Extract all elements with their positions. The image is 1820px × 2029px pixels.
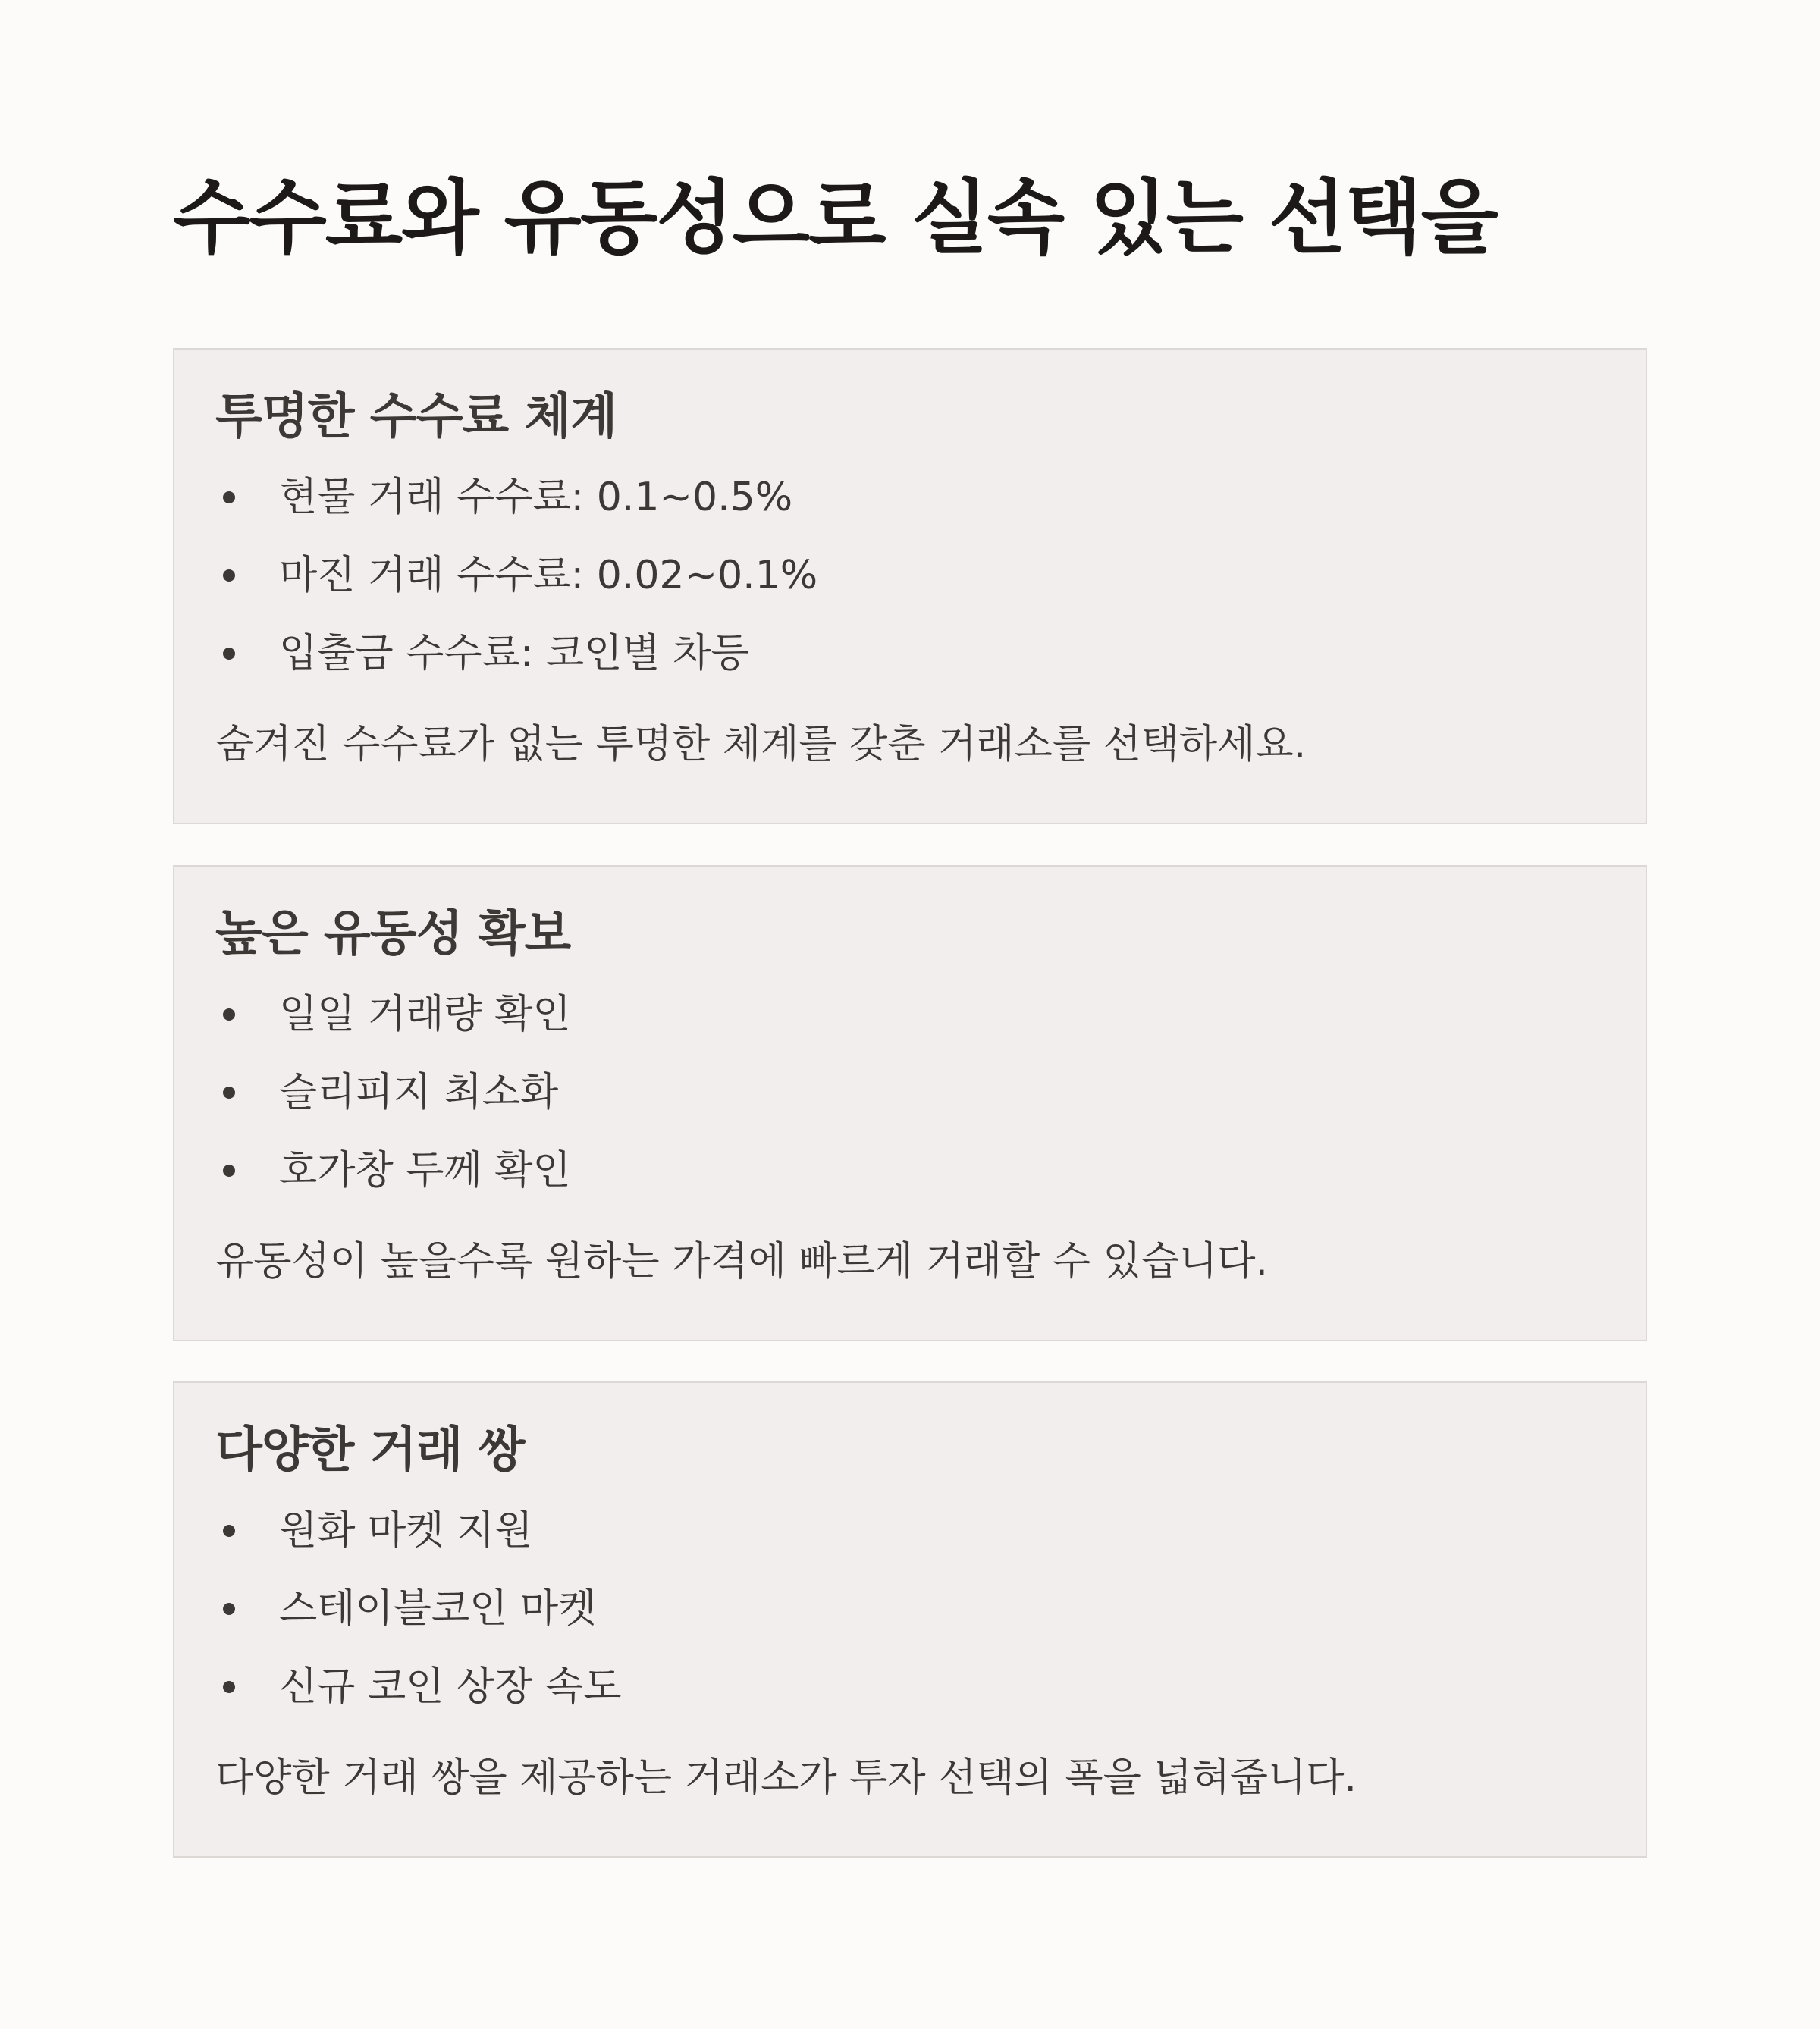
bullet-icon bbox=[223, 648, 235, 660]
list-item-text: 신규 코인 상장 속도 bbox=[279, 1664, 622, 1710]
bullet-icon bbox=[223, 491, 235, 503]
bullet-icon bbox=[223, 1681, 235, 1693]
card-liquidity bbox=[173, 865, 1647, 1341]
card-note: 유동성이 높을수록 원하는 가격에 빠르게 거래할 수 있습니다. bbox=[215, 1239, 1269, 1284]
card-heading: 투명한 수수료 체계 bbox=[215, 389, 617, 445]
bullet-icon bbox=[223, 569, 235, 582]
card-fee-structure bbox=[173, 348, 1647, 824]
card-trading-pairs bbox=[173, 1381, 1647, 1858]
card-note: 숨겨진 수수료가 없는 투명한 체계를 갖춘 거래소를 선택하세요. bbox=[215, 722, 1307, 767]
bullet-icon bbox=[223, 1008, 235, 1021]
list-item-text: 슬리피지 최소화 bbox=[279, 1070, 559, 1115]
list-item-text: 마진 거래 수수료: 0.02~0.1% bbox=[279, 553, 818, 598]
bullet-icon bbox=[223, 1165, 235, 1177]
list-item-text: 입출금 수수료: 코인별 차등 bbox=[279, 631, 749, 676]
list-item-text: 현물 거래 수수료: 0.1~0.5% bbox=[279, 475, 793, 520]
list-item-text: 호가창 두께 확인 bbox=[279, 1148, 571, 1193]
list-item-text: 스테이블코인 마켓 bbox=[279, 1586, 597, 1632]
list-item-text: 원화 마켓 지원 bbox=[279, 1508, 533, 1554]
list-item-text: 일일 거래량 확인 bbox=[279, 992, 571, 1037]
page-title: 수수료와 유동성으로 실속 있는 선택을 bbox=[173, 171, 1497, 265]
bullet-icon bbox=[223, 1087, 235, 1099]
card-heading: 다양한 거래 쌍 bbox=[215, 1422, 525, 1479]
bullet-icon bbox=[223, 1525, 235, 1537]
card-note: 다양한 거래 쌍을 제공하는 거래소가 투자 선택의 폭을 넓혀줍니다. bbox=[215, 1755, 1357, 1801]
card-heading: 높은 유동성 확보 bbox=[215, 906, 571, 962]
bullet-icon bbox=[223, 1603, 235, 1615]
